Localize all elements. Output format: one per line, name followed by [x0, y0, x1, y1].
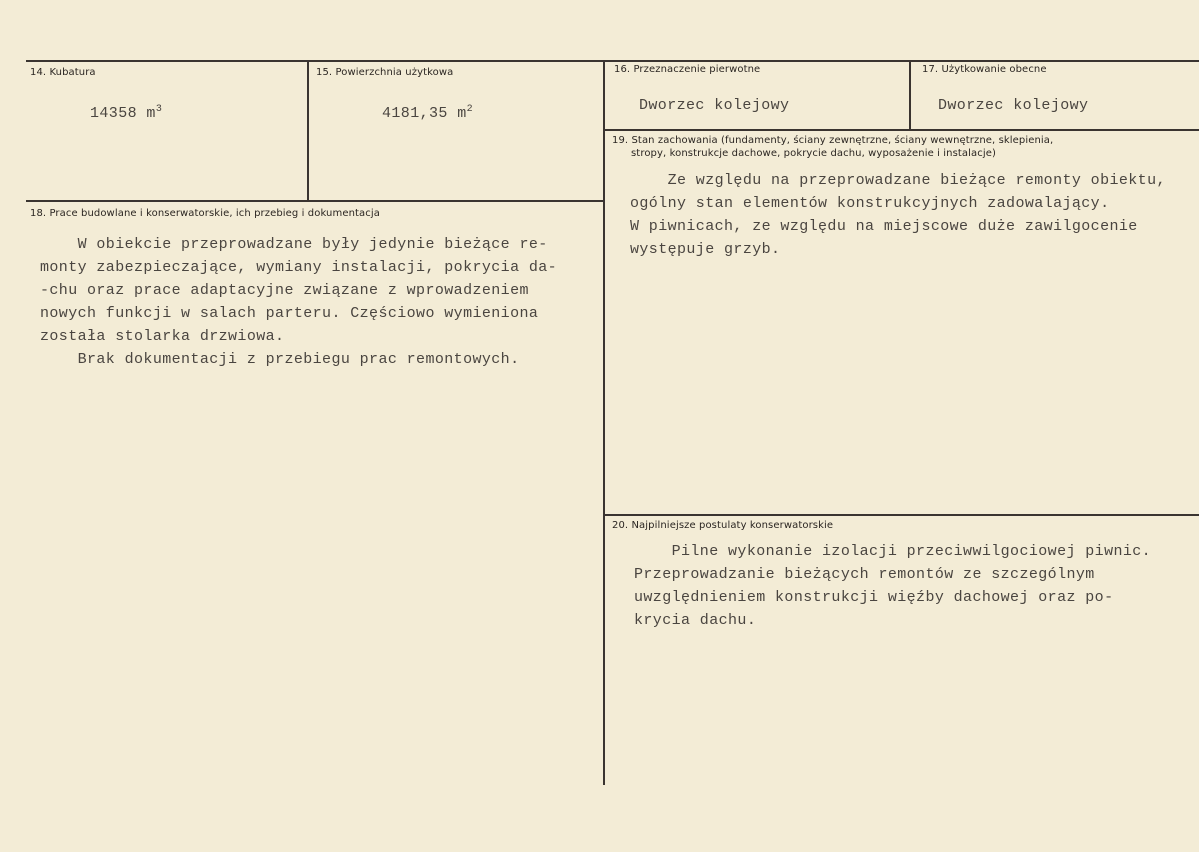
field-19-line: występuje grzyb.: [630, 241, 781, 258]
field-19-line: W piwnicach, ze względu na miejscowe duże zawilgocenie: [630, 218, 1138, 235]
field-18-line: została stolarka drzwiowa.: [40, 328, 285, 345]
field-15-value: [382, 105, 473, 122]
border-f16-f17: [909, 60, 911, 130]
field-16-value: Dworzec kolejowy: [639, 97, 790, 114]
field-19-label-line-2: stropy, konstrukcje dachowe, pokrycie dachu, wyposażenie i instalacje): [631, 148, 996, 159]
area-number: 4181,35 m: [382, 105, 467, 122]
field-20-line: uwzględnieniem konstrukcji więźby dachowej oraz po-: [634, 589, 1114, 606]
field-20-line: Pilne wykonanie izolacji przeciwwilgociowej piwnic.: [634, 543, 1152, 560]
field-20-label: 20. Najpilniejsze postulaty konserwatorskie: [612, 520, 834, 531]
border-f15-f16: [603, 60, 605, 785]
field-14-value: [90, 105, 162, 122]
field-18-line: nowych funkcji w salach parteru. Częściowo wymieniona: [40, 305, 539, 322]
field-16-label: 16. Przeznaczenie pierwotne: [614, 64, 761, 75]
field-18-line: W obiekcie przeprowadzane były jedynie bieżące re-: [40, 236, 548, 253]
border-f15-f18: [26, 200, 604, 202]
field-18-line: Brak dokumentacji z przebiegu prac remontowych.: [40, 351, 520, 368]
volume-number: 14358 m: [90, 105, 156, 122]
volume-unit-exponent: 3: [155, 104, 163, 115]
field-18-line: monty zabezpieczające, wymiany instalacji, pokrycia da-: [40, 259, 558, 276]
field-20-line: krycia dachu.: [634, 612, 757, 629]
field-18-text: [40, 233, 557, 371]
border-f19-f20: [603, 514, 1199, 516]
field-20-text: [634, 540, 1151, 632]
field-18-label: 18. Prace budowlane i konserwatorskie, ich przebieg i dokumentacja: [30, 208, 380, 219]
field-15-label: 15. Powierzchnia użytkowa: [316, 67, 454, 78]
field-20-line: Przeprowadzanie bieżących remontów ze szczególnym: [634, 566, 1095, 583]
field-19-line: ogólny stan elementów konstrukcyjnych zadowalający.: [630, 195, 1110, 212]
area-unit-exponent: 2: [466, 104, 474, 115]
field-17-value: Dworzec kolejowy: [938, 97, 1089, 114]
top-border: [26, 60, 1199, 62]
border-f14-f15: [307, 60, 309, 201]
field-17-label: 17. Użytkowanie obecne: [922, 64, 1047, 75]
field-18-line: -chu oraz prace adaptacyjne związane z wprowadzeniem: [40, 282, 529, 299]
field-19-label-line-1: 19. Stan zachowania (fundamenty, ściany zewnętrzne, ściany wewnętrzne, sklepienia,: [612, 135, 1054, 146]
field-19-line: Ze względu na przeprowadzane bieżące remonty obiektu,: [630, 172, 1166, 189]
border-f16-f19: [603, 129, 1199, 131]
field-14-label: 14. Kubatura: [30, 67, 96, 78]
field-19-text: [630, 169, 1166, 261]
